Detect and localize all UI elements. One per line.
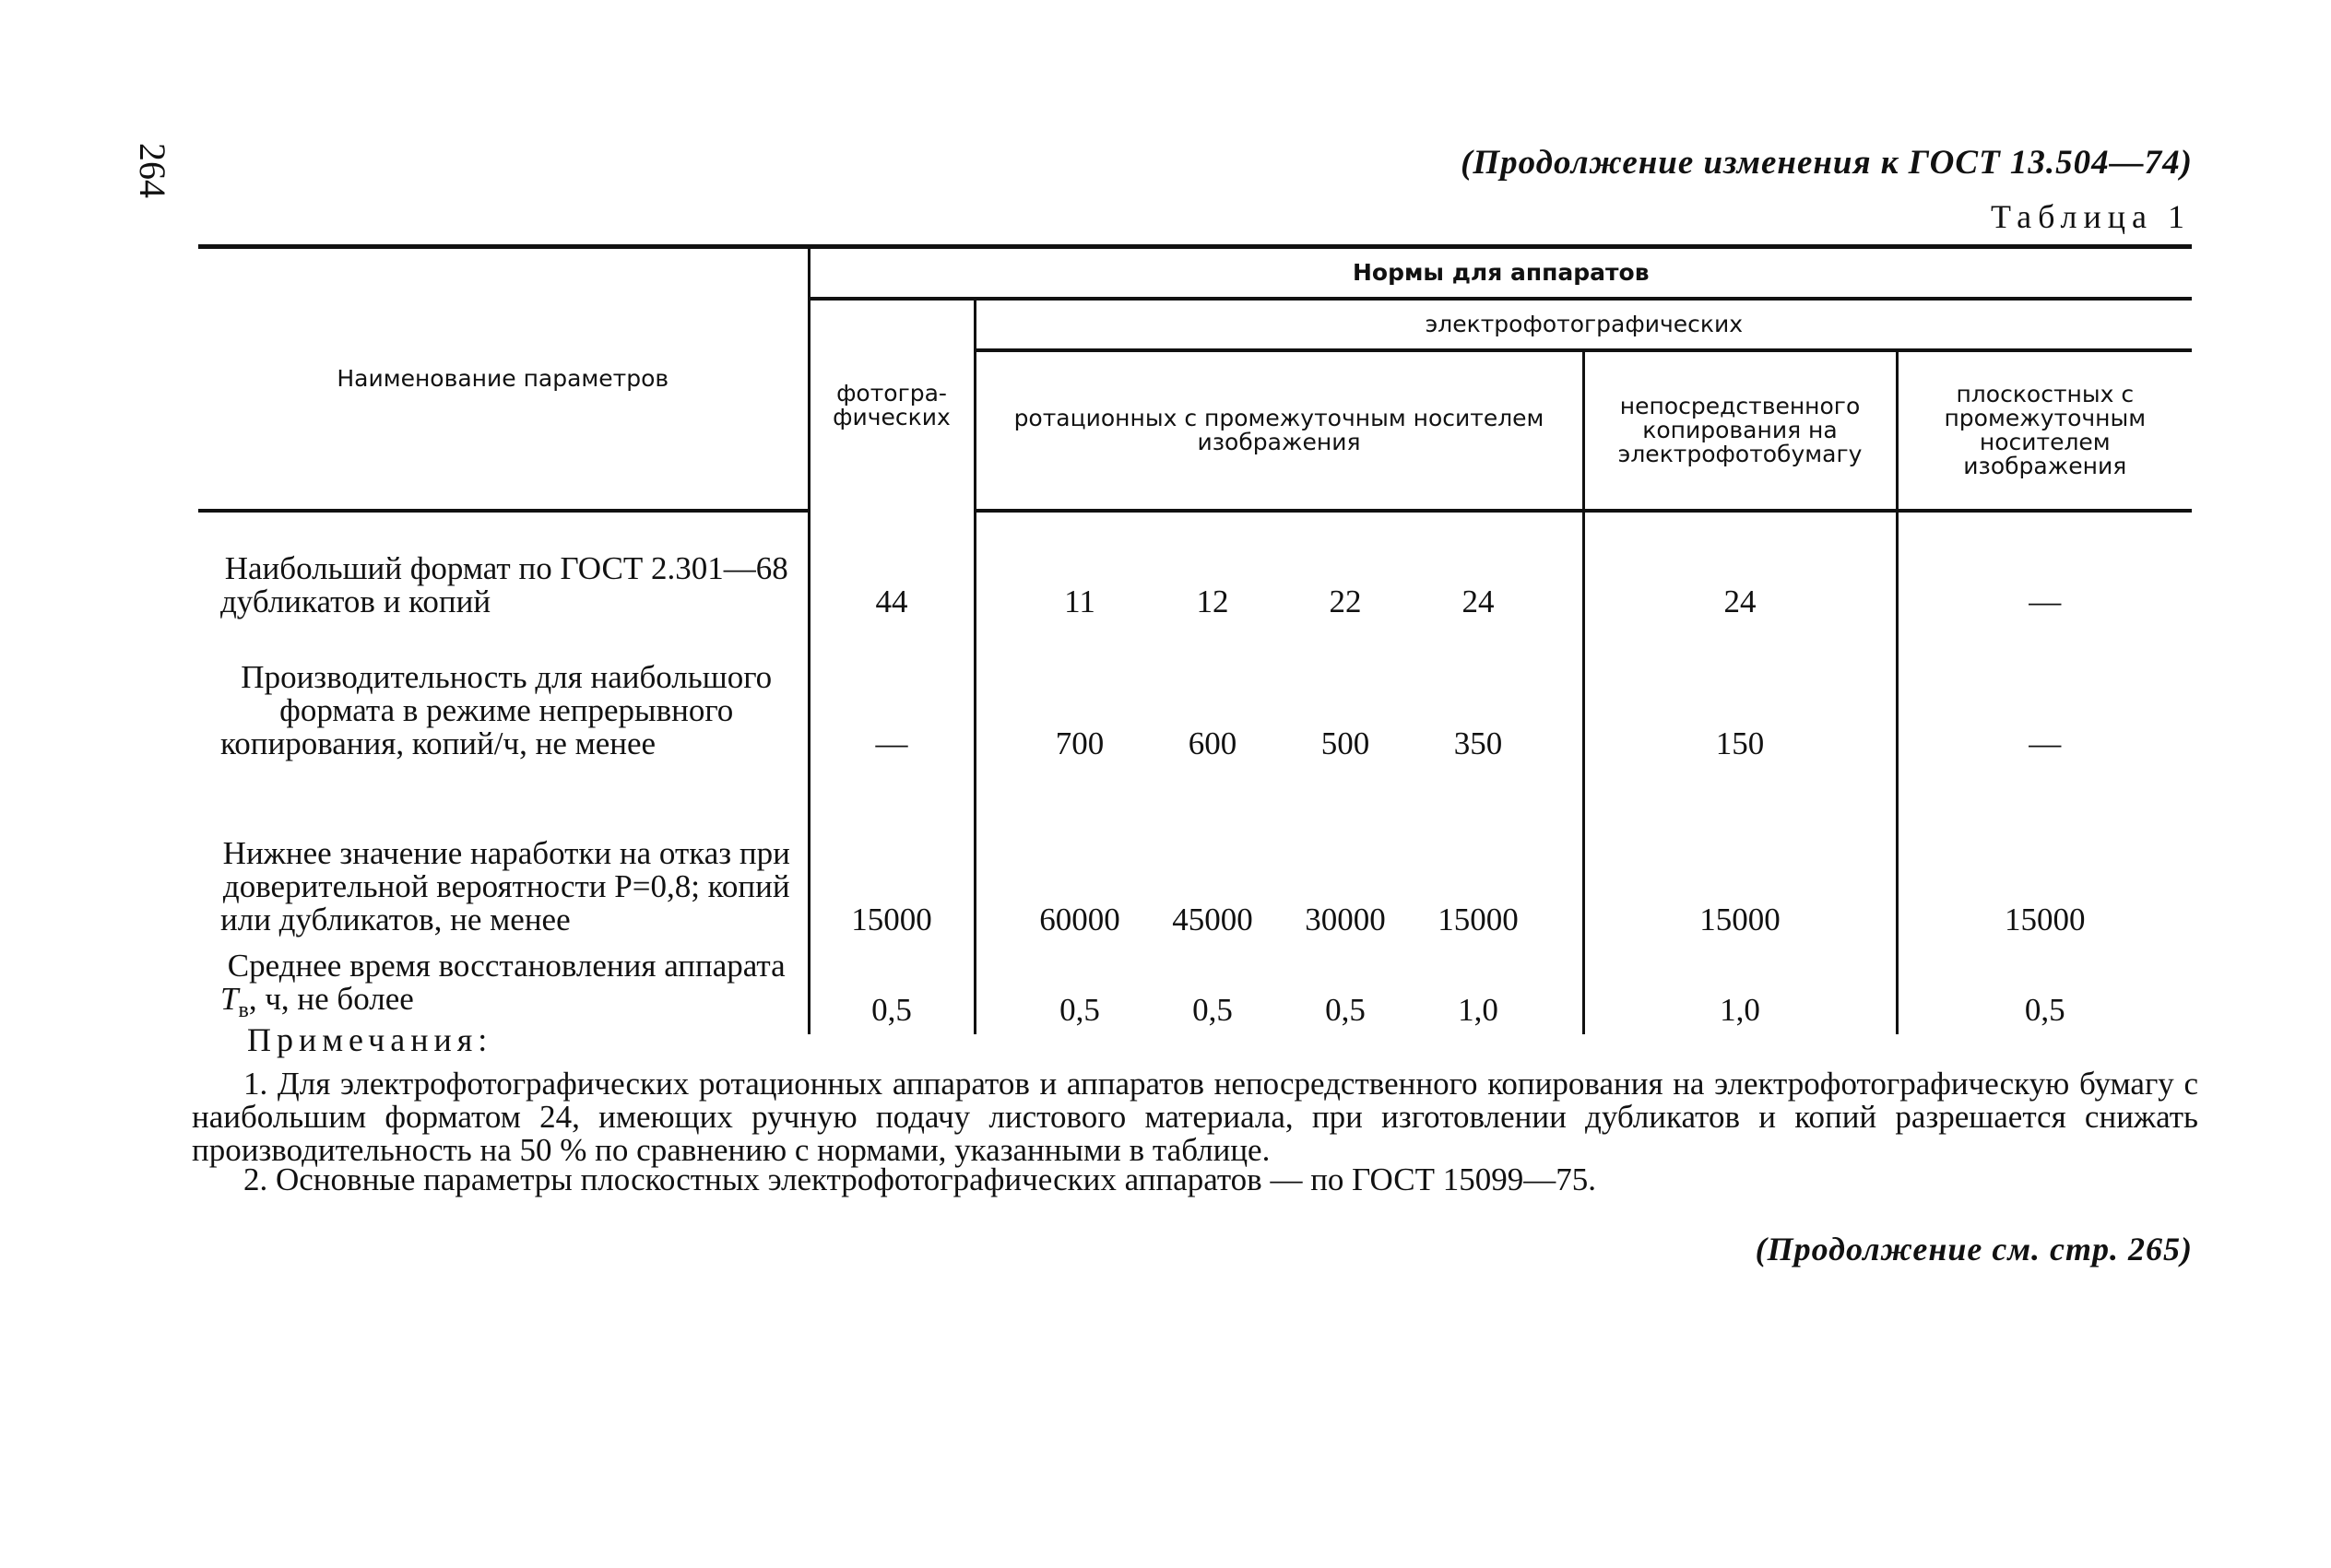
rotational-values [975, 626, 1583, 768]
norms-group-header: Нормы для аппаратов [809, 247, 2192, 300]
parameter-text: , ч, не более [248, 981, 414, 1017]
table-label: Таблица 1 [1991, 198, 2191, 235]
photographic-header: фотогра- фических [809, 299, 975, 511]
rotational-values [975, 768, 1583, 944]
note-item: 1. Для электрофотографических ротационных аппаратов и аппаратов непосредственного копирования на электрофотографическую бумагу с наибольшим форматом 24, имеющих ручную подачу листового материала, при изготовлении дубликатов и копий разрешается снижать производительность на 50 % по сравнению с нормами, указанными в таблице. [192, 1066, 2198, 1168]
parameter-cell: Наибольший формат по ГОСТ 2.301—68 дубликатов и копий [198, 511, 809, 626]
parameter-cell: Нижнее значение наработки на отказ при доверительной вероятности Р=0,8; копий или дубликатов, не менее [198, 768, 809, 944]
rotational-value: 0,5 [1325, 992, 1366, 1028]
rotational-value: 350 [1453, 725, 1503, 761]
rotational-value: 45000 [1172, 902, 1253, 937]
photographic-value: 15000 [809, 768, 975, 944]
direct-copy-value: 24 [1583, 511, 1897, 626]
direct-copy-value: 150 [1583, 626, 1897, 768]
symbol-t: T [220, 981, 239, 1017]
photographic-value: 44 [809, 511, 975, 626]
flatbed-header: плоскостных с промежуточным носителем изображения [1897, 350, 2192, 511]
rotational-value: 1,0 [1458, 992, 1498, 1028]
norms-table [198, 244, 2192, 1034]
rotational-value: 30000 [1305, 902, 1386, 937]
photographic-value: 0,5 [809, 944, 975, 1034]
table-row [198, 944, 2192, 1034]
rotational-values [975, 511, 1583, 626]
flatbed-value: 0,5 [2024, 992, 2065, 1028]
continuation-footer: (Продолжение см. стр. 265) [1755, 1231, 2193, 1267]
rotational-value: 600 [1188, 725, 1237, 761]
rotational-value: 11 [1064, 584, 1095, 619]
page-number: 264 [132, 143, 173, 198]
rotational-values [975, 944, 1583, 1034]
table-row [198, 626, 2192, 768]
rotational-header: ротационных с промежуточным носителем изображения [975, 350, 1583, 511]
photographic-value: — [809, 626, 975, 768]
table-row [198, 511, 2192, 626]
flatbed-value: 15000 [2005, 902, 2086, 937]
parameter-name-header: Наименование параметров [198, 247, 809, 512]
flatbed-value: — [2029, 584, 2062, 619]
rotational-value: 700 [1055, 725, 1105, 761]
parameter-text: Среднее время восстановления аппарата [227, 948, 786, 984]
rotational-value: 0,5 [1059, 992, 1100, 1028]
rotational-value: 12 [1196, 584, 1229, 619]
note-item: 2. Основные параметры плоскостных электрофотографических аппаратов — по ГОСТ 15099—75. [243, 1161, 1596, 1197]
rotational-value: 15000 [1438, 902, 1519, 937]
direct-copy-value: 15000 [1583, 768, 1897, 944]
symbol-subscript: в [238, 998, 249, 1022]
flatbed-value: — [2029, 725, 2062, 761]
table-row [198, 768, 2192, 944]
rotational-value: 24 [1461, 584, 1495, 619]
direct-copy-header: непосредственного копирования на электрофотобумагу [1583, 350, 1897, 511]
parameter-cell: Производительность для наибольшого формата в режиме непрерывного копирования, копий/ч, не менее [198, 626, 809, 768]
direct-copy-value: 1,0 [1583, 944, 1897, 1034]
rotational-value: 22 [1329, 584, 1362, 619]
electrophotographic-group-header: электрофотографических [975, 299, 2192, 350]
notes-title: Примечания: [247, 1021, 493, 1058]
rotational-value: 0,5 [1192, 992, 1233, 1028]
rotational-value: 60000 [1039, 902, 1120, 937]
continuation-header: (Продолжение изменения к ГОСТ 13.504—74) [1461, 144, 2193, 182]
rotational-value: 500 [1320, 725, 1370, 761]
